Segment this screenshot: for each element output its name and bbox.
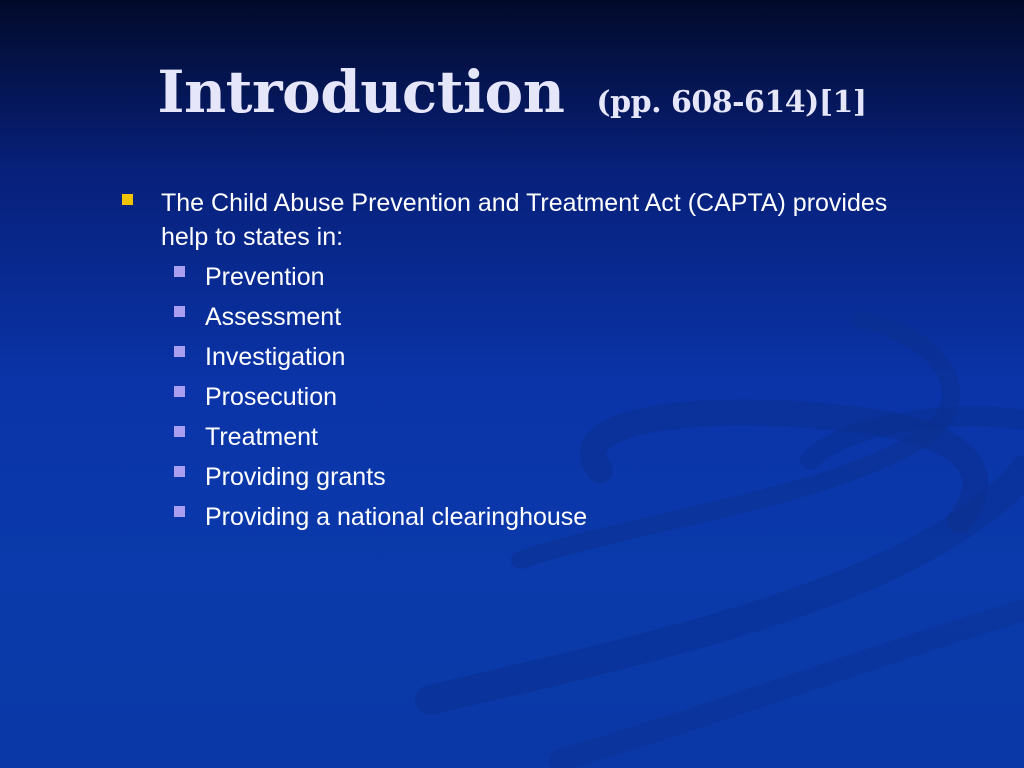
square-bullet-icon: [174, 506, 185, 517]
bullet-text: The Child Abuse Prevention and Treatment Act (CAPTA) provides help to states in:: [161, 189, 888, 251]
slide-content: [120, 186, 920, 540]
bullet-item-capta: [120, 186, 920, 254]
title-page-reference: (pp. 608-614)[1]: [596, 85, 867, 120]
sub-bullet-text: Providing grants: [205, 463, 386, 491]
square-bullet-icon: [174, 346, 185, 357]
square-bullet-icon: [174, 386, 185, 397]
sub-bullet-item: [173, 460, 920, 500]
sub-bullet-text: Treatment: [205, 423, 319, 451]
sub-bullet-text: Providing a national clearinghouse: [205, 503, 588, 531]
sub-bullet-text: Assessment: [205, 303, 342, 331]
square-bullet-icon: [174, 306, 185, 317]
sub-bullet-item: [173, 420, 920, 460]
sub-bullet-text: Prosecution: [205, 383, 338, 411]
slide-title: [0, 58, 1024, 126]
square-bullet-icon: [174, 466, 185, 477]
sub-bullet-item: [173, 500, 920, 540]
square-bullet-icon: [174, 266, 185, 277]
square-bullet-icon: [174, 426, 185, 437]
sub-bullet-text: Prevention: [205, 263, 325, 291]
sub-bullet-text: Investigation: [205, 343, 346, 371]
sub-bullet-item: [173, 380, 920, 420]
sub-bullet-list: [120, 260, 920, 540]
sub-bullet-item: [173, 300, 920, 340]
sub-bullet-item: [173, 340, 920, 380]
square-bullet-icon: [122, 194, 133, 205]
title-heading: Introduction: [157, 58, 565, 126]
sub-bullet-item: [173, 260, 920, 300]
